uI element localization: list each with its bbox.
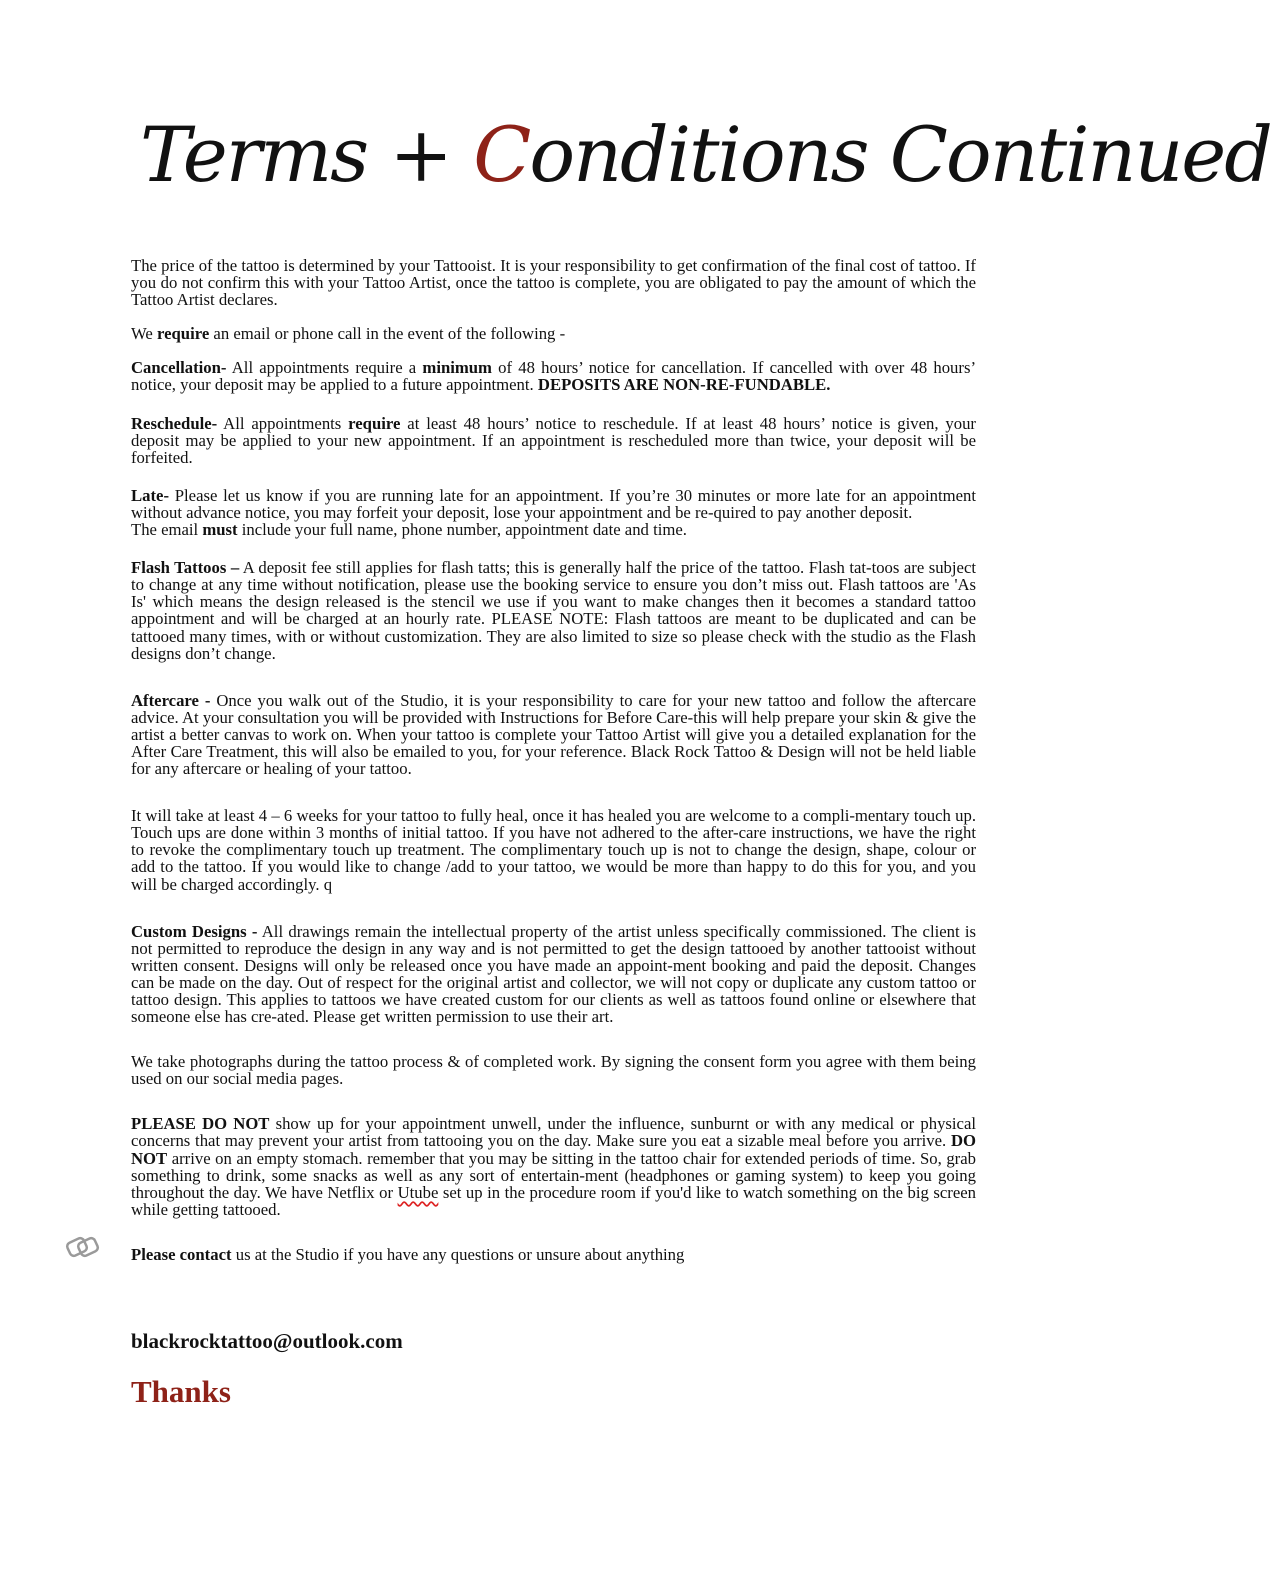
aftercare-paragraph: Aftercare - Once you walk out of the Studio, it is your responsibility to care for your new tattoo and follow the aftercare advice. At your consultation you will be provided with Instructions for Before Care-this will help prepare your skin & give the artist a better canvas to work on. When your tattoo is complete your Tattoo Artist will give you a detailed explanation for the After Care Treatment, this will also be emailed to you, for your reference. Black Rock Tattoo & Design will not be held liable for any aftercare or healing of your tattoo.	[131, 690, 976, 779]
page-title	[140, 95, 1271, 215]
cancellation-heading: Cancellation-	[131, 358, 227, 378]
custom-designs-heading: Custom Designs -	[131, 921, 258, 941]
require-paragraph: We require an email or phone call in the event of the following -	[131, 324, 566, 344]
custom-designs-paragraph: Custom Designs - All drawings remain the intellectual property of the artist unless specifically commissioned. The client is not permitted to reproduce the design in any way and is not permitted to get the design tattooed by another tattooist without written consent. Designs will only be released once you have made an appoint-ment booking and paid the deposit. Changes can be made on the day. Out of respect for the original artist and collector, we will not copy or duplicate any custom tattoo or tattoo design. This applies to tattoos we have created custom for our clients as well as tattoos found online or elsewhere that someone else has cre-ated. Please get written permission to use their art.	[131, 921, 976, 1027]
healing-paragraph: It will take at least 4 – 6 weeks for your tattoo to fully heal, once it has healed you are welcome to a compli-mentary touch up. Touch ups are done within 3 months of initial tattoo. If you have not adhered to the after-care instructions, we have the right to revoke the complimentary touch up treatment. The complimentary touch up is not to change the design, shape, colour or add to the tattoo. If you would like to change /add to your tattoo, we would be more than happy to do this for you, and you will be charged accordingly. q	[131, 806, 976, 894]
price-paragraph: The price of the tattoo is determined by your Tattooist. It is your responsibility to get confirmation of the final cost of tattoo. If you do not confirm this with your Tattoo Artist, once the tattoo is complete, you are obligated to pay the amount of which the Tattoo Artist declares.	[131, 256, 976, 310]
aftercare-heading: Aftercare -	[131, 690, 211, 710]
contact-paragraph: Please contact us at the Studio if you have any questions or unsure about anything	[131, 1244, 685, 1264]
thanks-signoff: Thanks	[131, 1374, 231, 1409]
title-plus: +	[389, 110, 452, 199]
terms-body	[131, 257, 976, 1263]
title-part2: onditions Continued	[529, 110, 1271, 199]
link-icon	[66, 1232, 100, 1262]
photos-paragraph: We take photographs during the tattoo process & of completed work. By signing the consent form you agree with them being used on our social media pages.	[131, 1052, 976, 1089]
flash-paragraph: Flash Tattoos – A deposit fee still applies for flash tatts; this is generally half the price of the tattoo. Flash tat-toos are subject to change at any time without notification, please use the booking service to ensure you don’t miss out. Flash tattoos are 'As Is' which means the design released is the stencil we use if you want to make changes then it becomes a standard tattoo appointment and will be charged at an hourly rate. PLEASE NOTE: Flash tattoos are meant to be duplicated and can be tattooed many times, with or without customization. They are also limited to size so please check with the studio as the Flash designs don’t change.	[131, 558, 976, 663]
title-accent-letter: C	[473, 110, 530, 199]
spellcheck-word: Utube	[397, 1182, 439, 1202]
reschedule-paragraph: Reschedule- All appointments require at least 48 hours’ notice to reschedule. If at least 48 hours’ notice is given, your deposit may be applied to your new appointment. If an appointment is rescheduled more than twice, your deposit will be forfeited.	[131, 413, 976, 467]
late-paragraph: Late- Please let us know if you are running late for an appointment. If you’re 30 minutes or more late for an appointment without advance notice, you may forfeit your deposit, lose your appointment and be re-quired to pay another deposit.	[131, 485, 976, 522]
reschedule-heading: Reschedule-	[131, 413, 218, 433]
contact-email: blackrocktattoo@outlook.com	[131, 1329, 403, 1353]
contact-heading: Please contact	[131, 1244, 232, 1264]
late-heading: Late-	[131, 485, 169, 505]
unwell-paragraph: PLEASE DO NOT show up for your appointment unwell, under the influence, sunburnt or with any medical or physical concerns that may prevent your artist from tattooing you on the day. Make sure you eat a sizable meal before you arrive. DO NOT arrive on an empty stomach. remember that you may be sitting in the tattoo chair for extended periods of time. So, grab something to drink, some snacks as well as any sort of entertain-ment (headphones or gaming system) to keep you going throughout the day. We have Netflix or Utube set up in the procedure room if you'd like to watch something on the big screen while getting tattooed.	[131, 1114, 976, 1219]
cancellation-paragraph: Cancellation- All appointments require a minimum of 48 hours’ notice for cancellation. If cancelled with over 48 hours’ notice, your deposit may be applied to a future appointment. DEPOSITS ARE NON-RE-FUNDABLE.	[131, 358, 976, 395]
unwell-heading: PLEASE DO NOT	[131, 1114, 270, 1134]
title-part1: Terms	[140, 110, 390, 199]
late-email-line: The email must include your full name, phone number, appointment date and time.	[131, 520, 687, 540]
flash-heading: Flash Tattoos –	[131, 558, 240, 578]
